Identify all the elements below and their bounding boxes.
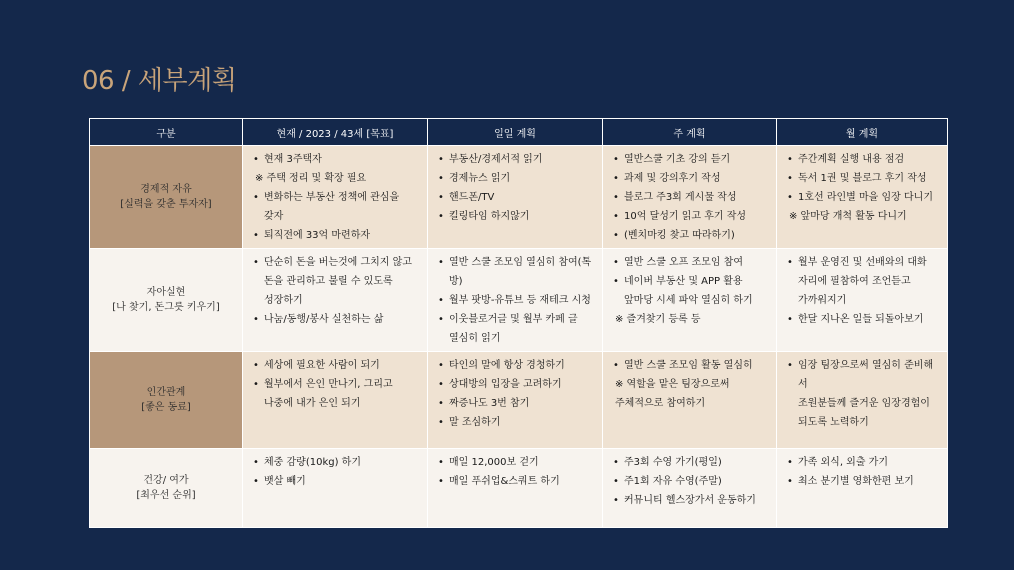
plan-item-list bbox=[434, 453, 596, 491]
plan-item: 돈을 관리하고 불릴 수 있도록 bbox=[264, 276, 393, 287]
plan-item-list bbox=[434, 253, 596, 348]
plan-item: 주체적으로 참여하기 bbox=[615, 398, 706, 409]
cell-monthly-plan bbox=[777, 449, 948, 528]
plan-item-list bbox=[609, 253, 770, 329]
plan-item-list bbox=[249, 253, 421, 329]
plan-item: ※ 즐겨찾기 등록 등 bbox=[615, 314, 701, 325]
table-row-relationships bbox=[90, 352, 948, 449]
plan-item: 열심히 읽기 bbox=[449, 333, 501, 344]
row-category bbox=[90, 352, 243, 449]
plan-item: • 임장 팀장으로써 열심히 준비해서 bbox=[783, 356, 941, 394]
plan-item: 자리에 필참하여 조언듣고 bbox=[798, 276, 911, 287]
plan-item: • 말 조심하기 bbox=[434, 413, 596, 432]
plan-item: 성장하기 bbox=[264, 295, 303, 306]
plan-item-list bbox=[249, 150, 421, 245]
row-category bbox=[90, 249, 243, 352]
plan-item: ※ 주택 정리 및 확장 필요 bbox=[255, 173, 367, 184]
plan-item-list bbox=[783, 453, 941, 491]
plan-item: • 매일 푸쉬업&스쿼트 하기 bbox=[434, 472, 596, 491]
category-title: 건강/ 여가 bbox=[143, 475, 189, 486]
plan-item: 조원분들께 즐거운 임장경험이 bbox=[798, 398, 930, 409]
table-row-health-leisure bbox=[90, 449, 948, 528]
plan-item: • 10억 달성기 읽고 후기 작성 bbox=[609, 207, 770, 226]
header-current-goal: 현재 / 2023 / 43세 [목표] bbox=[243, 119, 428, 146]
plan-table bbox=[89, 118, 948, 528]
plan-item: • 커뮤니티 헬스장가서 운동하기 bbox=[609, 491, 770, 510]
plan-item: • 현재 3주택자 bbox=[249, 150, 421, 169]
cell-current-goal bbox=[243, 146, 428, 249]
plan-item: • 과제 및 강의후기 작성 bbox=[609, 169, 770, 188]
table-row-economic-freedom bbox=[90, 146, 948, 249]
plan-item-list bbox=[434, 150, 596, 226]
plan-item: • 부동산/경제서적 읽기 bbox=[434, 150, 596, 169]
plan-item-list bbox=[609, 453, 770, 510]
plan-item: • 월부 운영진 및 선배와의 대화 bbox=[783, 253, 941, 272]
table-header-row bbox=[90, 119, 948, 146]
cell-daily-plan bbox=[428, 352, 603, 449]
cell-daily-plan bbox=[428, 249, 603, 352]
plan-item: • 독서 1권 및 블로그 후기 작성 bbox=[783, 169, 941, 188]
category-subtitle: [나 찾기, 돈그릇 키우기] bbox=[112, 302, 220, 313]
plan-item-list bbox=[249, 356, 421, 413]
plan-item: 갖자 bbox=[264, 211, 284, 222]
plan-item-list bbox=[609, 150, 770, 245]
row-category bbox=[90, 449, 243, 528]
cell-daily-plan bbox=[428, 449, 603, 528]
plan-item: • 네이버 부동산 및 APP 활용 bbox=[609, 272, 770, 291]
header-weekly-plan: 주 계획 bbox=[603, 119, 777, 146]
cell-weekly-plan bbox=[603, 249, 777, 352]
cell-weekly-plan bbox=[603, 352, 777, 449]
plan-item: • 세상에 필요한 사람이 되기 bbox=[249, 356, 421, 375]
plan-item: • 뱃살 빼기 bbox=[249, 472, 421, 491]
plan-item: • 매일 12,000보 걷기 bbox=[434, 453, 596, 472]
plan-item-list bbox=[783, 150, 941, 226]
plan-item: • 상대방의 입장을 고려하기 bbox=[434, 375, 596, 394]
plan-item: • 주간계획 실행 내용 점검 bbox=[783, 150, 941, 169]
plan-item: • 이웃블로거글 및 월부 카페 글 bbox=[434, 310, 596, 329]
category-subtitle: [좋은 동료] bbox=[141, 402, 191, 413]
plan-item: • 경제뉴스 읽기 bbox=[434, 169, 596, 188]
row-category bbox=[90, 146, 243, 249]
cell-current-goal bbox=[243, 449, 428, 528]
plan-item-list bbox=[609, 356, 770, 413]
header-daily-plan: 일일 계획 bbox=[428, 119, 603, 146]
cell-current-goal bbox=[243, 352, 428, 449]
plan-item: • 월부에서 은인 만나기, 그리고 bbox=[249, 375, 421, 394]
plan-item: • 월부 팟방-유튜브 등 재테크 시청 bbox=[434, 291, 596, 310]
plan-item: ※ 앞마당 개척 활동 다니기 bbox=[789, 211, 907, 222]
plan-item: • 열반 스쿨 오프 조모임 참여 bbox=[609, 253, 770, 272]
plan-item: • 열반 스쿨 조모임 열심히 참여(톡방) bbox=[434, 253, 596, 291]
plan-item: • 변화하는 부동산 정책에 관심을 bbox=[249, 188, 421, 207]
plan-item: • 열반스쿨 기초 강의 듣기 bbox=[609, 150, 770, 169]
plan-item-list bbox=[434, 356, 596, 432]
plan-item: • 퇴직전에 33억 마련하자 bbox=[249, 226, 421, 245]
plan-item: • 나눔/동행/봉사 실천하는 삶 bbox=[249, 310, 421, 329]
header-category: 구분 bbox=[90, 119, 243, 146]
plan-item: • 주1회 자유 수영(주말) bbox=[609, 472, 770, 491]
category-subtitle: [실력을 갖춘 투자자] bbox=[120, 199, 212, 210]
cell-monthly-plan bbox=[777, 352, 948, 449]
category-subtitle: [최우선 순위] bbox=[136, 490, 196, 501]
plan-item: • 단순히 돈을 버는것에 그치지 않고 bbox=[249, 253, 421, 272]
plan-item: 되도록 노력하기 bbox=[798, 417, 869, 428]
plan-item: • 열반 스쿨 조모임 활동 열심히 bbox=[609, 356, 770, 375]
plan-item-list bbox=[249, 453, 421, 491]
page-title: 06 / 세부계획 bbox=[82, 66, 237, 96]
cell-daily-plan bbox=[428, 146, 603, 249]
table-row-self-realization bbox=[90, 249, 948, 352]
category-title: 자아실현 bbox=[146, 287, 186, 298]
category-title: 경제적 자유 bbox=[140, 184, 192, 195]
plan-item-list bbox=[783, 356, 941, 432]
plan-item: • 핸드폰/TV bbox=[434, 188, 596, 207]
plan-item: • 블로그 주3회 게시물 작성 bbox=[609, 188, 770, 207]
plan-item: • 한달 지나온 일들 되돌아보기 bbox=[783, 310, 941, 329]
header-monthly-plan: 월 계획 bbox=[777, 119, 948, 146]
plan-item: • 짜증나도 3번 참기 bbox=[434, 394, 596, 413]
plan-item: • 1호선 라인별 마을 임장 다니기 bbox=[783, 188, 941, 207]
plan-item: • 가족 외식, 외출 가기 bbox=[783, 453, 941, 472]
cell-monthly-plan bbox=[777, 249, 948, 352]
plan-item: 앞마당 시세 파악 열심히 하기 bbox=[624, 295, 753, 306]
plan-item: • (벤치마킹 찾고 따라하기) bbox=[609, 226, 770, 245]
plan-item: • 킬링타임 하지않기 bbox=[434, 207, 596, 226]
plan-item: 나중에 내가 은인 되기 bbox=[264, 398, 361, 409]
category-title: 인간관계 bbox=[146, 387, 186, 398]
plan-item: 가까워지기 bbox=[798, 295, 847, 306]
plan-item-list bbox=[783, 253, 941, 329]
cell-weekly-plan bbox=[603, 449, 777, 528]
cell-monthly-plan bbox=[777, 146, 948, 249]
plan-item: ※ 역할을 맡은 팀장으로써 bbox=[615, 379, 730, 390]
cell-current-goal bbox=[243, 249, 428, 352]
plan-item: • 타인의 말에 항상 경청하기 bbox=[434, 356, 596, 375]
plan-item: • 주3회 수영 가기(평일) bbox=[609, 453, 770, 472]
cell-weekly-plan bbox=[603, 146, 777, 249]
plan-item: • 최소 분기별 영화한편 보기 bbox=[783, 472, 941, 491]
plan-item: • 체중 감량(10kg) 하기 bbox=[249, 453, 421, 472]
